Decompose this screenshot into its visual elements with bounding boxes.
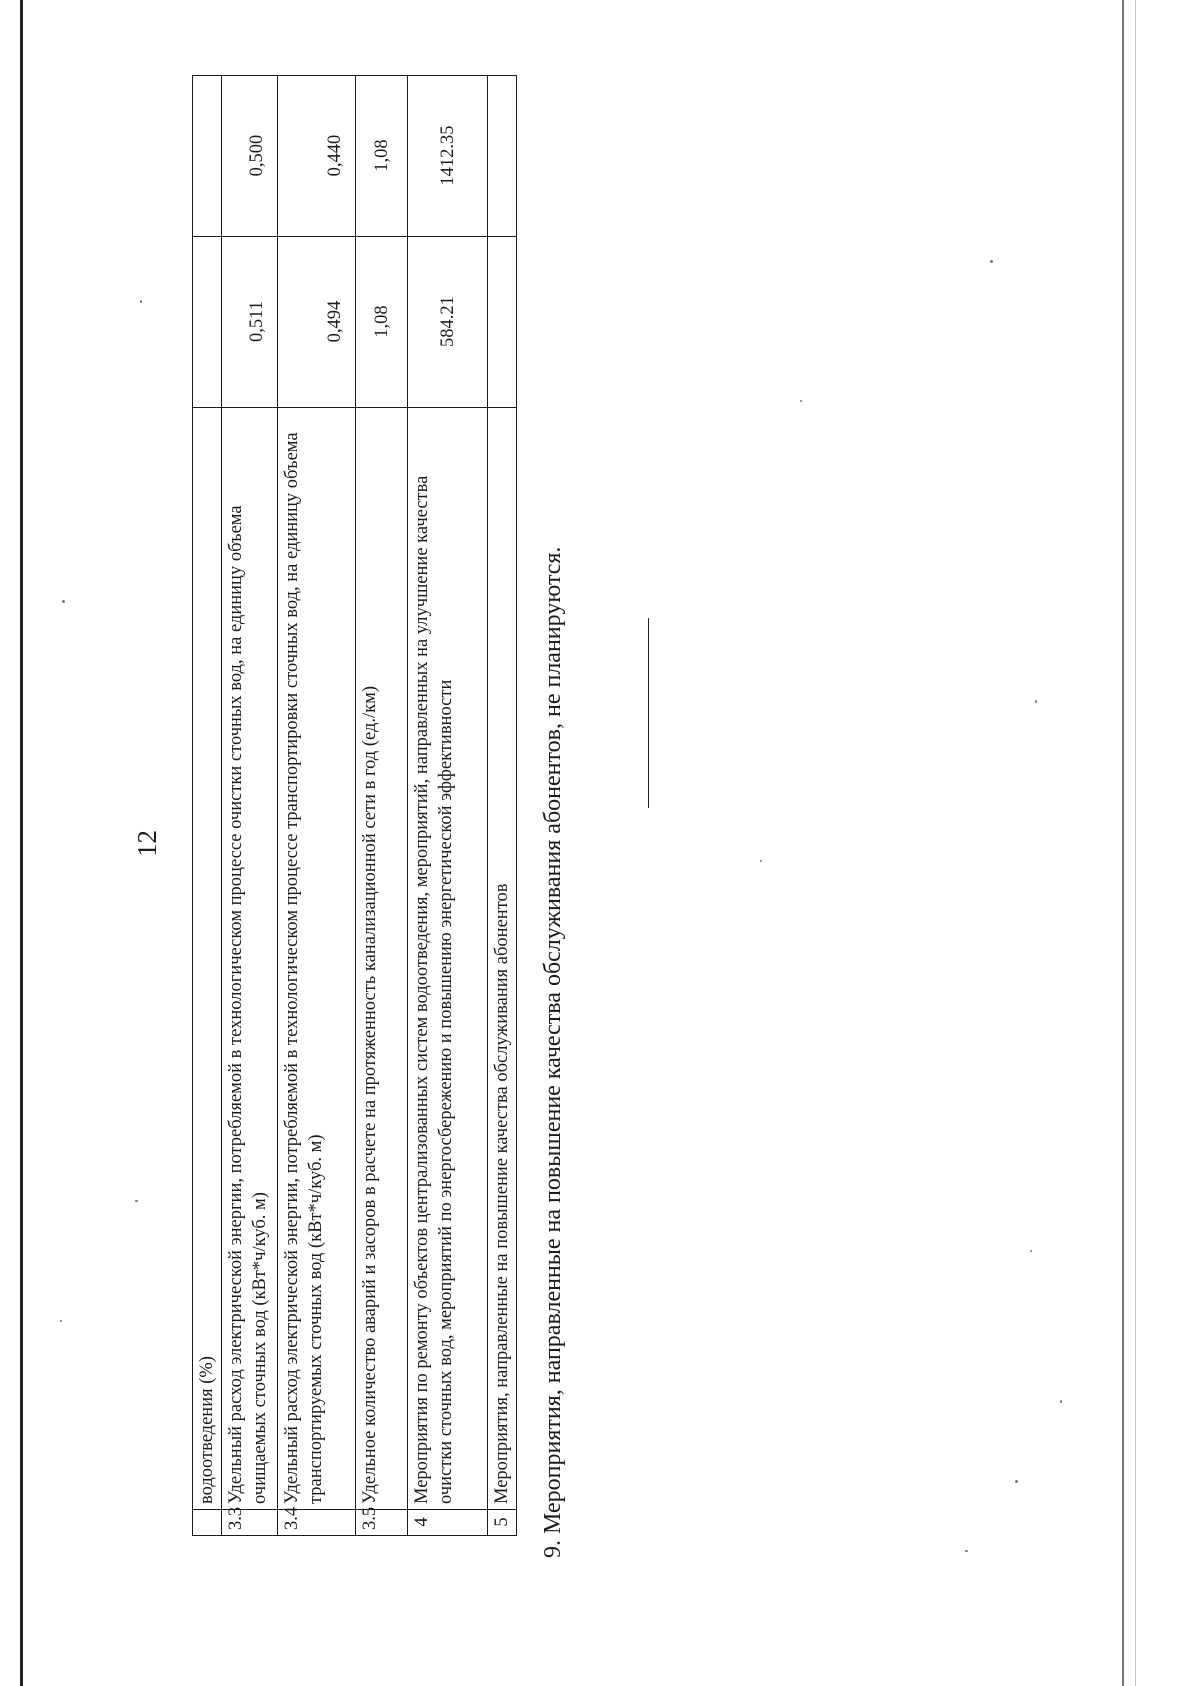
row-value-plan: 0,500 [222, 76, 278, 237]
rotated-content [0, 1, 1080, 1686]
row-text: Удельный расход электрической энергии, потребляемой в технологическом процессе транспортировки сточных вод, на единицу объема транспортируемых сточных вод (кВт*ч/куб. м) [278, 408, 356, 1510]
scan-edge-right [1122, 0, 1124, 1686]
row-number: 3.4 [278, 1510, 356, 1536]
section-9-paragraph: 9. Мероприятия, направленные на повышение качества обслуживания абонентов, не планируются. [540, 546, 566, 1558]
row-text: водоотведения (%) [193, 408, 222, 1510]
table-row [408, 76, 488, 1536]
row-value-current: 0,511 [222, 237, 278, 408]
row-value-plan [193, 76, 222, 237]
table-row [222, 76, 278, 1536]
row-value-current [193, 237, 222, 408]
scan-speck [965, 1550, 968, 1552]
scan-speck [62, 600, 65, 603]
scan-speck [1030, 1250, 1032, 1252]
table-row [356, 76, 408, 1536]
scan-speck [760, 860, 762, 862]
table-row [488, 76, 517, 1536]
scan-speck [990, 260, 993, 263]
end-divider-line [648, 618, 649, 808]
row-text: Удельный расход электрической энергии, потребляемой в технологическом процессе очистки сточных вод, на единицу объема очищаемых сточных вод (кВт*ч/куб. м) [222, 408, 278, 1510]
row-value-current [488, 237, 517, 408]
row-text: Удельное количество аварий и засоров в расчете на протяженность канализационной сети в год (ед./км) [356, 408, 408, 1510]
scan-speck [1060, 1400, 1062, 1403]
row-number: 5 [488, 1510, 517, 1536]
row-text: Мероприятия по ремонту объектов централизованных систем водоотведения, мероприятий, направленных на улучшение качества очистки сточных вод, мероприятий по энергосбережению и повышению энергетической эффективности [408, 408, 488, 1510]
row-value-current: 1,08 [356, 237, 408, 408]
scan-speck [135, 1200, 138, 1202]
table-row [193, 76, 222, 1536]
scan-speck [1015, 1480, 1018, 1483]
row-number: 3.5 [356, 1510, 408, 1536]
row-number: 3.3 [222, 1510, 278, 1536]
scan-speck [140, 300, 142, 303]
scan-edge-right-faint [1135, 0, 1136, 1686]
row-text: Мероприятия, направленные на повышение качества обслуживания абонентов [488, 408, 517, 1510]
scan-speck [1035, 700, 1037, 703]
page-number: 12 [132, 830, 162, 857]
row-value-plan: 0,440 [278, 76, 356, 237]
row-value-plan: 1412.35 [408, 76, 488, 237]
scan-speck [800, 400, 802, 402]
indicators-table [192, 75, 517, 1536]
row-value-plan [488, 76, 517, 237]
row-number [193, 1510, 222, 1536]
table-row [278, 76, 356, 1536]
row-value-current: 0,494 [278, 237, 356, 408]
row-value-current: 584.21 [408, 237, 488, 408]
scan-speck [60, 1320, 62, 1322]
row-value-plan: 1,08 [356, 76, 408, 237]
row-number: 4 [408, 1510, 488, 1536]
